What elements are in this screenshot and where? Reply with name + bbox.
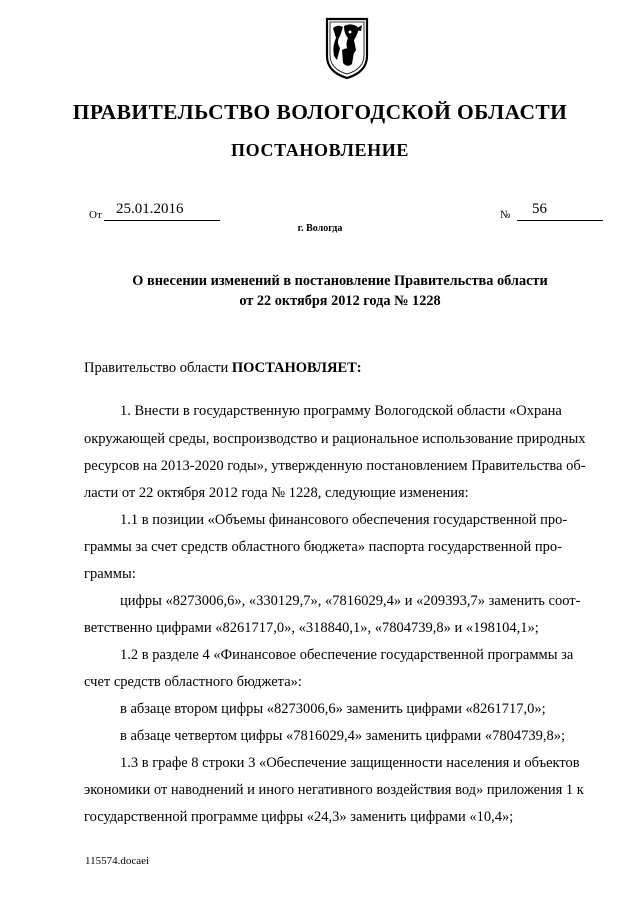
document-number: 56 xyxy=(532,201,547,217)
body-line-9: ветственно цифрами «8261717,0», «318840,1», «7804739,8» и «198104,1»; xyxy=(84,620,539,636)
body-line-3: ресурсов на 2013-2020 годы», утвержденную постановлением Правительства об- xyxy=(84,458,586,474)
city-label: г. Вологда xyxy=(297,223,343,234)
body-line-2: окружающей среды, воспроизводство и рациональное использование природных xyxy=(84,431,586,447)
subject-line-2: от 22 октября 2012 года № 1228 xyxy=(239,293,441,309)
date-label: От xyxy=(89,209,102,221)
document-type-title: ПОСТАНОВЛЕНИЕ xyxy=(231,140,409,160)
document-body xyxy=(84,0,614,905)
body-line-7: граммы: xyxy=(84,566,136,582)
intro-text: Правительство области xyxy=(84,360,229,376)
body-line-8: цифры «8273006,6», «330129,7», «7816029,4» и «209393,7» заменить соот- xyxy=(120,593,581,609)
body-line-10: 1.2 в разделе 4 «Финансовое обеспечение государственной программы за xyxy=(120,647,574,663)
body-line-1: 1. Внести в государственную программу Вологодской области «Охрана xyxy=(120,403,562,419)
body-line-11: счет средств областного бюджета»: xyxy=(84,674,302,690)
subject-line-1: О внесении изменений в постановление Правительства области xyxy=(132,273,548,289)
intro-decree-word: ПОСТАНОВЛЯЕТ: xyxy=(231,360,362,376)
body-line-16: государственной программе цифры «24,3» заменить цифрами «10,4»; xyxy=(84,809,514,825)
body-line-14: 1.3 в графе 8 строки 3 «Обеспечение защищенности населения и объектов xyxy=(120,755,580,771)
body-line-15: экономики от наводнений и иного негативного воздействия вод» приложения 1 к xyxy=(84,782,584,798)
body-line-6: граммы за счет средств областного бюджета» паспорта государственной про- xyxy=(84,539,562,555)
number-label: № xyxy=(500,209,511,221)
file-code: 115574.docaei xyxy=(85,855,150,867)
government-title: ПРАВИТЕЛЬСТВО ВОЛОГОДСКОЙ ОБЛАСТИ xyxy=(72,100,568,124)
body-line-5: 1.1 в позиции «Объемы финансового обеспечения государственной про- xyxy=(120,512,568,528)
body-line-4: ласти от 22 октября 2012 года № 1228, следующие изменения: xyxy=(84,485,469,501)
document-date: 25.01.2016 xyxy=(116,201,184,217)
body-line-12: в абзаце втором цифры «8273006,6» заменить цифрами «8261717,0»; xyxy=(120,701,546,717)
body-line-13: в абзаце четвертом цифры «7816029,4» заменить цифрами «7804739,8»; xyxy=(120,728,565,744)
